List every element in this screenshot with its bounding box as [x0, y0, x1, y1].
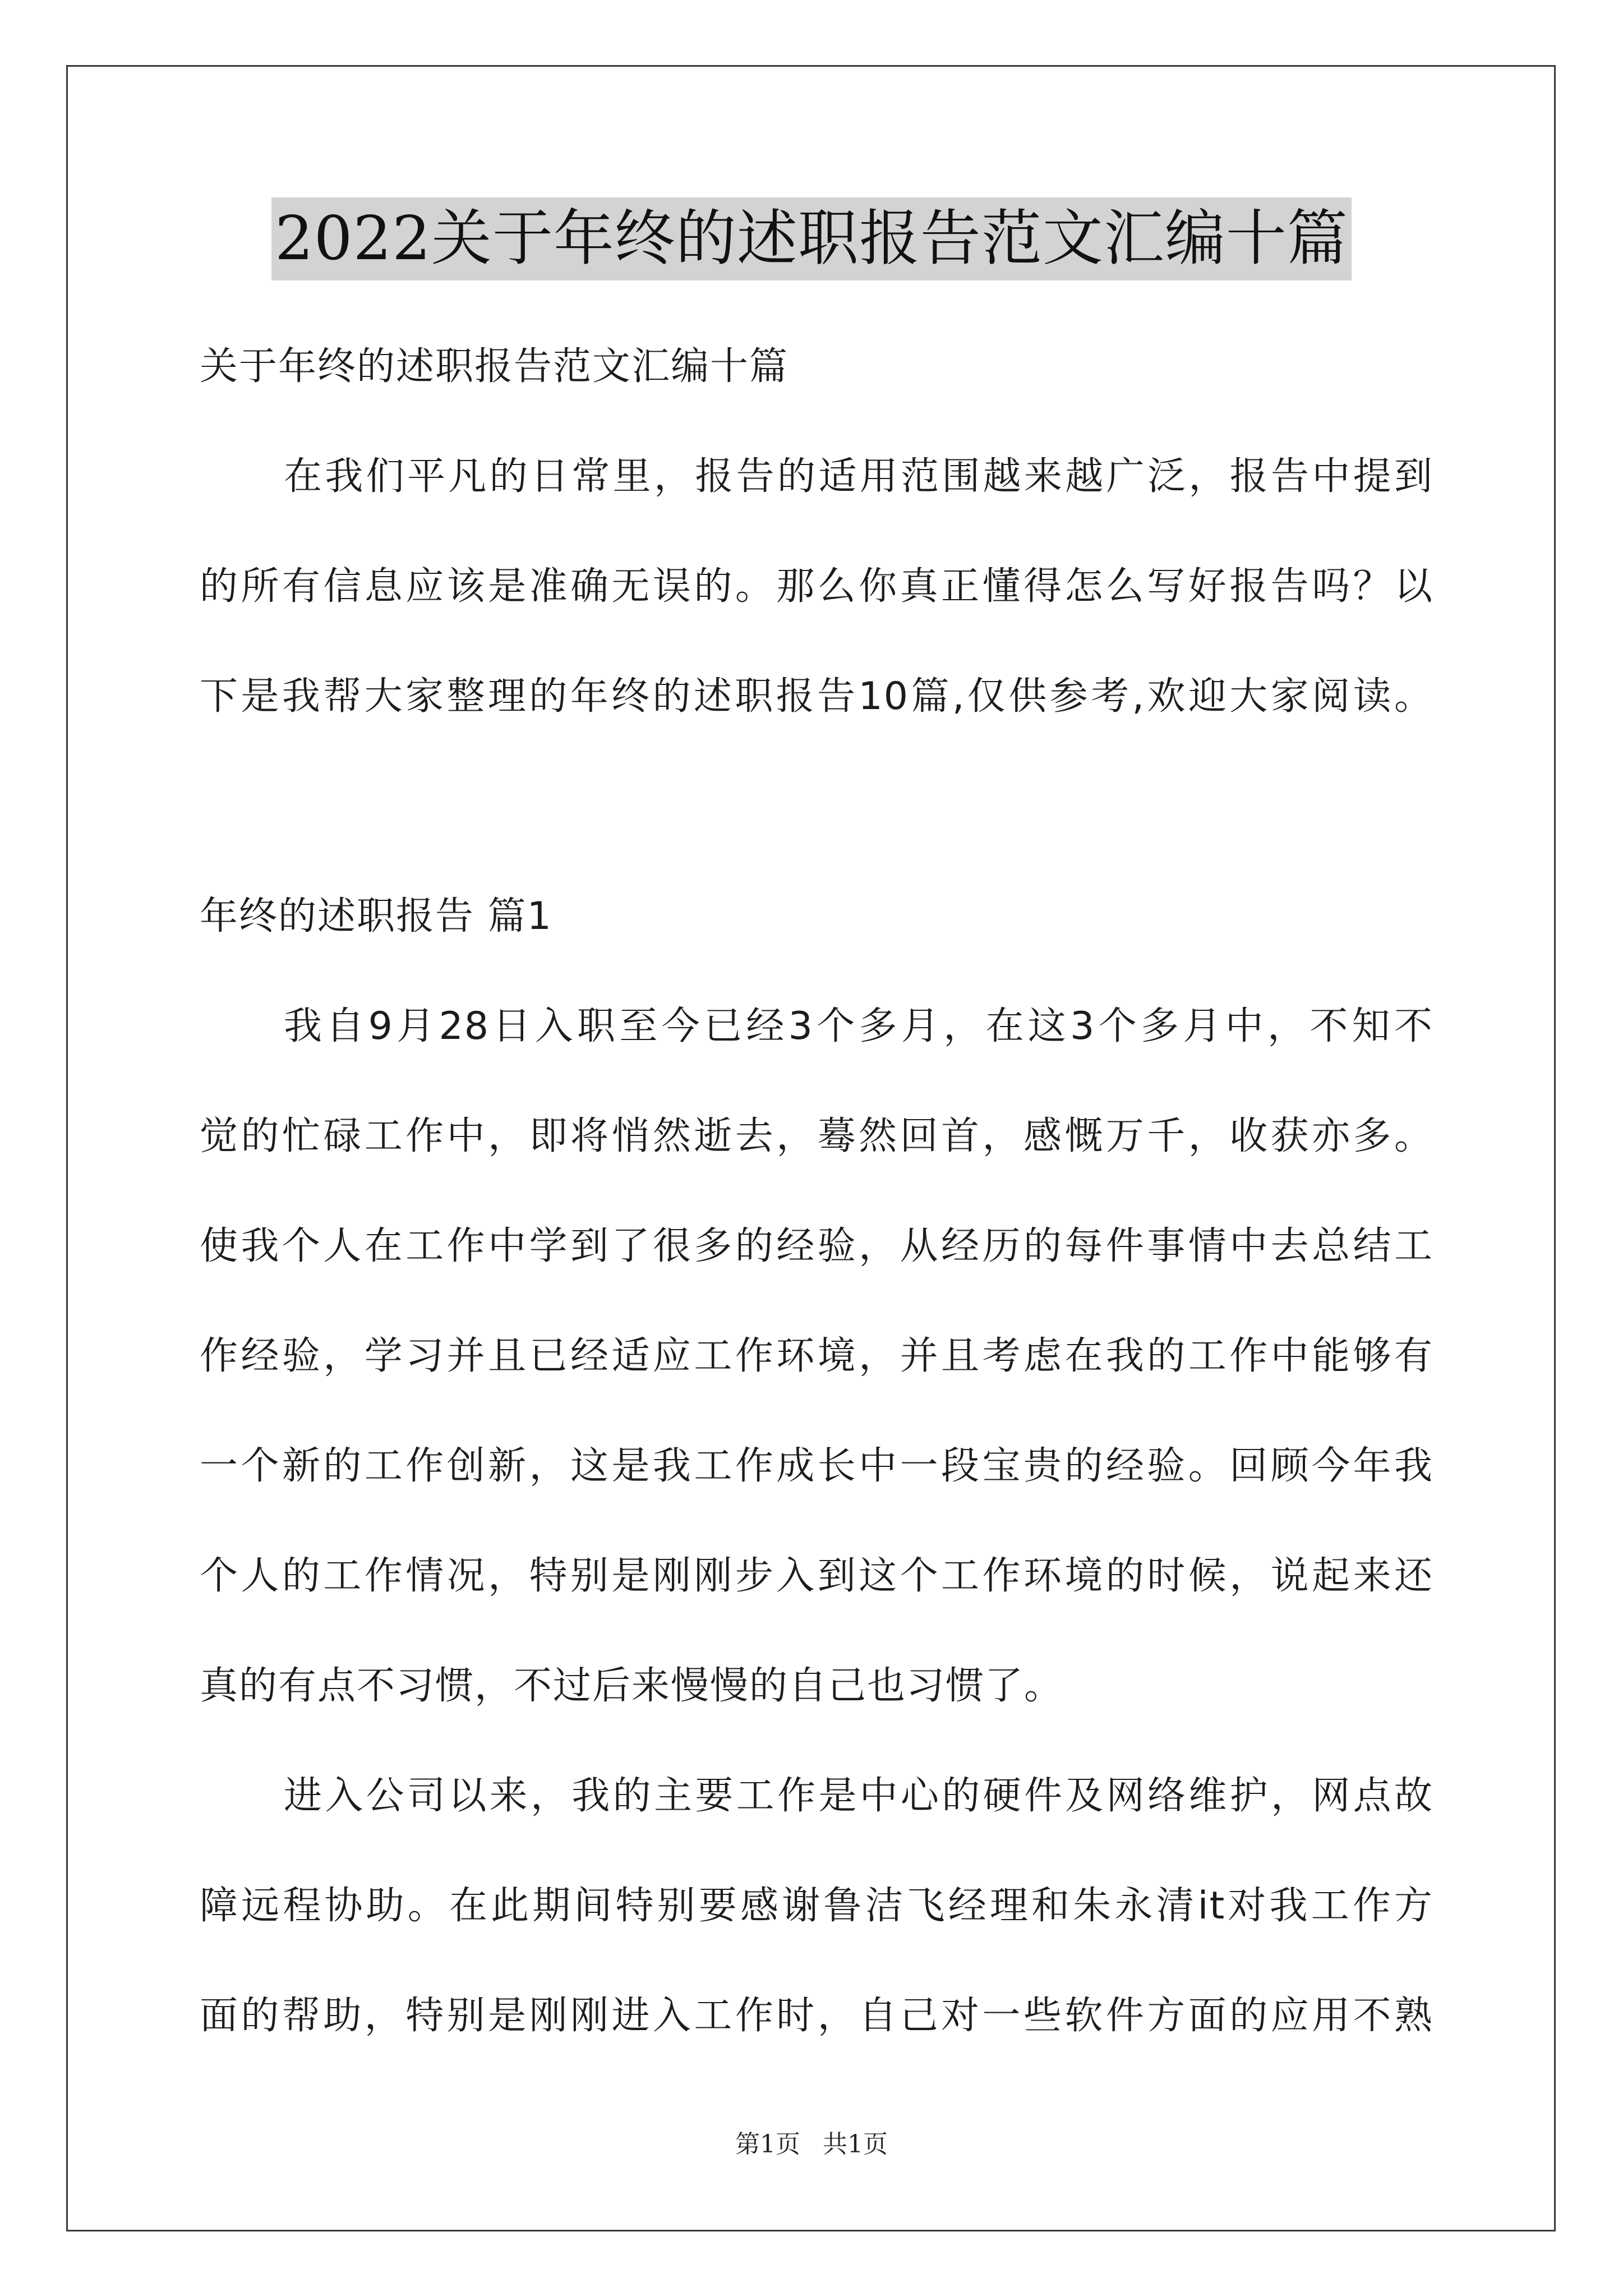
paragraph1-line: 觉的忙碌工作中，即将悄然逝去，蓦然回首，感慨万千，收获亦多。 — [200, 1114, 1433, 1158]
section-spacer — [200, 752, 1433, 862]
intro-line: 的所有信息应该是准确无误的。那么你真正懂得怎么写好报告吗？以 — [200, 564, 1433, 609]
document-subtitle: 关于年终的述职报告范文汇编十篇 — [200, 344, 789, 389]
document-body — [200, 312, 1433, 2071]
intro-line: 下是我帮大家整理的年终的述职报告10篇,仅供参考,欢迎大家阅读。 — [200, 674, 1433, 719]
page-footer — [0, 2124, 1623, 2160]
page-total: 共1页 — [823, 2130, 888, 2159]
intro-line: 在我们平凡的日常里，报告的适用范围越来越广泛，报告中提到 — [284, 454, 1433, 499]
section-heading: 年终的述职报告 篇1 — [200, 894, 552, 938]
paragraph1-line: 我自9月28日入职至今已经3个多月，在这3个多月中，不知不 — [284, 1004, 1433, 1048]
paragraph1-line: 作经验，学习并且已经适应工作环境，并且考虑在我的工作中能够有 — [200, 1334, 1433, 1378]
paragraph2-line: 面的帮助，特别是刚刚进入工作时，自己对一些软件方面的应用不熟 — [200, 1994, 1433, 2038]
paragraph2-line: 障远程协助。在此期间特别要感谢鲁洁飞经理和朱永清it对我工作方 — [200, 1884, 1433, 1928]
title-container — [0, 197, 1623, 280]
paragraph1-line: 个人的工作情况，特别是刚刚步入到这个工作环境的时候，说起来还 — [200, 1554, 1433, 1598]
document-title: 2022关于年终的述职报告范文汇编十篇 — [271, 197, 1352, 280]
paragraph1-line: 真的有点不习惯，不过后来慢慢的自己也习惯了。 — [200, 1664, 1064, 1708]
paragraph1-line: 使我个人在工作中学到了很多的经验，从经历的每件事情中去总结工 — [200, 1224, 1433, 1268]
paragraph2-line: 进入公司以来，我的主要工作是中心的硬件及网络维护，网点故 — [284, 1774, 1433, 1818]
page-number: 第1页 — [735, 2130, 800, 2159]
paragraph1-line: 一个新的工作创新，这是我工作成长中一段宝贵的经验。回顾今年我 — [200, 1444, 1433, 1488]
